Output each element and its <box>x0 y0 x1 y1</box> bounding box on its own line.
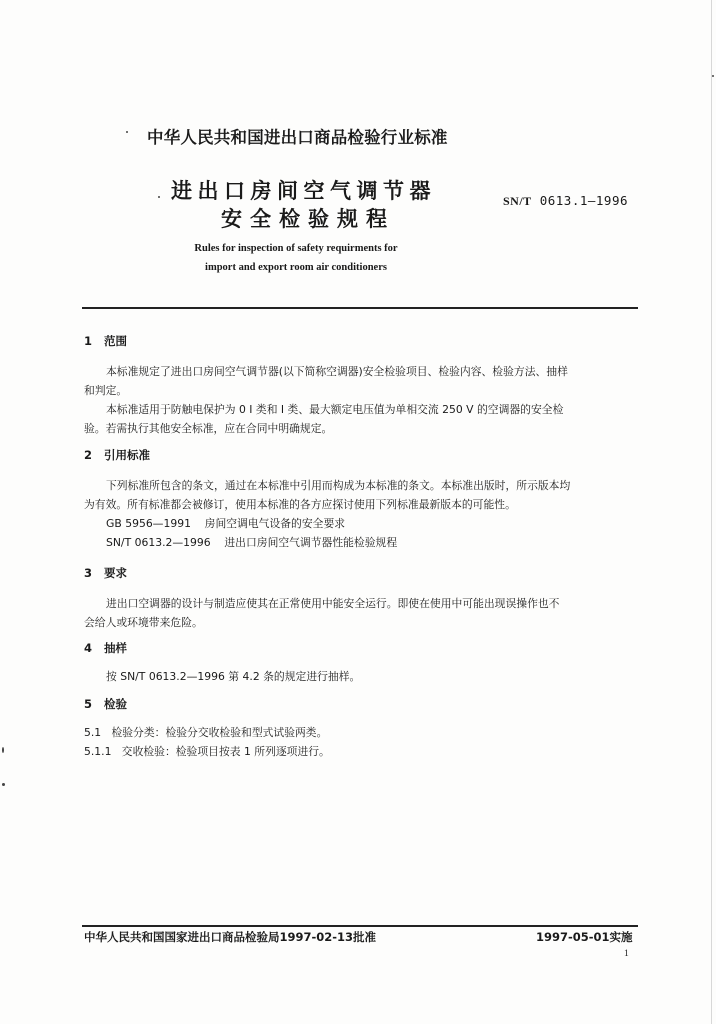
paragraph-line: 进出口空调器的设计与制造应使其在正常使用中能安全运行。即使在使用中可能出现误操作也不 <box>106 597 560 610</box>
section-4-paragraph-1 <box>84 667 640 686</box>
paragraph-line: 为有效。所有标准都会被修订，使用本标准的各方应探讨使用下列标准最新版本的可能性。 <box>84 498 516 511</box>
reference-gb5956: GB 5956—1991 房间空调电气设备的安全要求 <box>106 517 346 530</box>
paragraph-line: 本标准规定了进出口房间空气调节器(以下简称空调器)安全检验项目、检验内容、检验方法、抽样 <box>106 365 568 378</box>
document-title-line1: 进出口房间空气调节器 <box>171 179 436 203</box>
paragraph-line: 验。若需执行其他安全标准，应在合同中明确规定。 <box>84 422 333 435</box>
header-divider <box>82 307 638 309</box>
paragraph-line: 按 SN/T 0613.2—1996 第 4.2 条的规定进行抽样。 <box>106 670 361 683</box>
paragraph-line: 下列标准所包含的条文，通过在本标准中引用而构成为本标准的条文。本标准出版时，所示版本均 <box>106 479 571 492</box>
standard-category-heading: 中华人民共和国进出口商品检验行业标准 <box>147 128 448 147</box>
section-3-heading <box>84 565 127 581</box>
section-2-title: 引用标准 <box>104 448 150 462</box>
section-4-number: 4 <box>84 641 93 655</box>
section-3-paragraph-1 <box>84 594 640 632</box>
standard-code <box>503 193 628 209</box>
section-1-paragraph-1 <box>84 362 640 400</box>
section-3-number: 3 <box>84 566 93 580</box>
page-number: 1 <box>624 949 629 959</box>
section-1-title: 范围 <box>104 334 127 348</box>
section-4-title: 抽样 <box>104 641 127 655</box>
section-5-number: 5 <box>84 697 93 711</box>
scan-speck <box>158 196 160 198</box>
section-1-number: 1 <box>84 334 93 348</box>
standard-code-number: 0613.1—1996 <box>539 193 629 208</box>
section-5-heading <box>84 696 127 712</box>
section-5-title: 检验 <box>104 697 127 711</box>
section-4-heading <box>84 640 127 656</box>
english-title-line1: Rules for inspection of safety requirments for <box>194 243 398 254</box>
approval-statement: 中华人民共和国国家进出口商品检验局1997-02-13批准 <box>84 930 377 944</box>
scan-speck <box>2 783 5 786</box>
scan-speck <box>2 747 4 753</box>
document-title-line2: 安全检验规程 <box>221 207 395 231</box>
section-1-paragraph-2 <box>84 400 640 438</box>
english-title-line2: import and export room air conditioners <box>205 262 387 273</box>
paragraph-line: 本标准适用于防触电保护为 0 I 类和 I 类、最大额定电压值为单相交流 250 V 的空调器的安全检 <box>106 403 564 416</box>
effective-date: 1997-05-01实施 <box>536 930 633 944</box>
section-2-number: 2 <box>84 448 93 462</box>
footer-divider <box>82 925 638 927</box>
reference-snt0613-2: SN/T 0613.2—1996 进出口房间空气调节器性能检验规程 <box>106 536 398 549</box>
section-2-paragraph-1 <box>84 476 640 552</box>
scan-speck <box>126 131 128 133</box>
subsection-5-1-1: 5.1.1 交收检验：检验项目按表 1 所列逐项进行。 <box>84 745 330 758</box>
paragraph-line: 会给人或环境带来危险。 <box>84 616 203 629</box>
paragraph-line: 和判定。 <box>84 384 128 397</box>
scan-edge-line <box>711 0 712 1024</box>
section-3-title: 要求 <box>104 566 127 580</box>
standard-code-prefix: SN/T <box>503 194 532 208</box>
section-1-heading <box>84 333 127 349</box>
section-2-heading <box>84 447 150 463</box>
scan-speck <box>712 75 714 77</box>
subsection-5-1: 5.1 检验分类：检验分交收检验和型式试验两类。 <box>84 726 328 739</box>
